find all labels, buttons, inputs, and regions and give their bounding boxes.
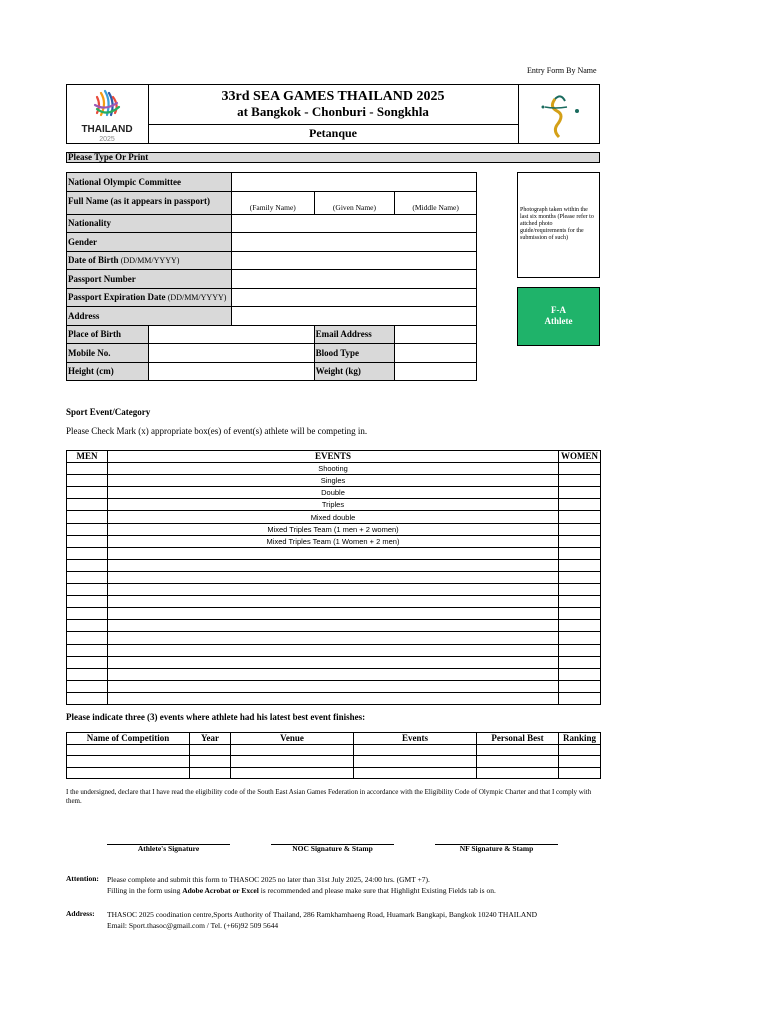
noc-field[interactable] [231, 173, 476, 192]
event-row [67, 608, 601, 620]
men-checkbox-cell[interactable] [67, 475, 108, 487]
passport-expiration-label: Passport Expiration Date (DD/MM/YYYY) [67, 288, 232, 307]
dob-field[interactable] [231, 251, 476, 270]
category-badge [517, 287, 600, 346]
best-table-cell[interactable] [67, 756, 190, 768]
best-table-header: Ranking [559, 733, 601, 745]
women-checkbox-cell[interactable] [559, 535, 601, 547]
men-checkbox-cell[interactable] [67, 499, 108, 511]
event-name [108, 608, 559, 620]
event-row [67, 511, 601, 523]
best-table-row [67, 767, 601, 779]
mascot-icon [518, 85, 600, 143]
nationality-field[interactable] [231, 214, 476, 233]
women-checkbox-cell[interactable] [559, 559, 601, 571]
men-checkbox-cell[interactable] [67, 547, 108, 559]
category-code: F-A [551, 305, 566, 315]
best-table-cell[interactable] [559, 744, 601, 756]
women-checkbox-cell[interactable] [559, 499, 601, 511]
weight-field[interactable] [395, 362, 477, 381]
passport-number-label: Passport Number [67, 270, 232, 289]
men-checkbox-cell[interactable] [67, 463, 108, 475]
best-table-row [67, 756, 601, 768]
event-name [108, 692, 559, 704]
women-checkbox-cell[interactable] [559, 692, 601, 704]
games-venues: at Bangkok - Chonburi - Songkhla [237, 104, 429, 119]
dob-label: Date of Birth (DD/MM/YYYY) [67, 251, 232, 270]
men-checkbox-cell[interactable] [67, 680, 108, 692]
event-row [67, 571, 601, 583]
best-table-cell[interactable] [354, 767, 477, 779]
women-checkbox-cell[interactable] [559, 571, 601, 583]
women-checkbox-cell[interactable] [559, 584, 601, 596]
best-finish-table [66, 732, 601, 779]
best-table-header: Personal Best [477, 733, 559, 745]
women-checkbox-cell[interactable] [559, 547, 601, 559]
women-checkbox-cell[interactable] [559, 656, 601, 668]
women-checkbox-cell[interactable] [559, 644, 601, 656]
men-checkbox-cell[interactable] [67, 596, 108, 608]
mobile-field[interactable] [148, 344, 314, 363]
men-checkbox-cell[interactable] [67, 571, 108, 583]
event-name [108, 620, 559, 632]
event-name: Shooting [108, 463, 559, 475]
event-row [67, 523, 601, 535]
men-checkbox-cell[interactable] [67, 559, 108, 571]
men-checkbox-cell[interactable] [67, 584, 108, 596]
event-row [67, 668, 601, 680]
sea-games-logo [67, 85, 149, 143]
event-name [108, 680, 559, 692]
event-name [108, 559, 559, 571]
event-name [108, 668, 559, 680]
best-table-cell[interactable] [67, 767, 190, 779]
event-row [67, 499, 601, 511]
women-checkbox-cell[interactable] [559, 596, 601, 608]
event-name [108, 584, 559, 596]
event-name: Singles [108, 475, 559, 487]
event-row [67, 680, 601, 692]
men-checkbox-cell[interactable] [67, 668, 108, 680]
best-table-cell[interactable] [231, 767, 354, 779]
address-block-label: Address: [66, 909, 95, 918]
event-row [67, 632, 601, 644]
women-checkbox-cell[interactable] [559, 632, 601, 644]
place-of-birth-label: Place of Birth [67, 325, 149, 344]
event-name [108, 571, 559, 583]
men-checkbox-cell[interactable] [67, 487, 108, 499]
men-checkbox-cell[interactable] [67, 511, 108, 523]
event-name: Double [108, 487, 559, 499]
event-name [108, 632, 559, 644]
attention-text: Please complete and submit this form to THASOC 2025 no later than 31st July 2025, 24:00 hrs. (GMT +7). Filling in the form using Adobe Acrobat or Excel is recommended and please make sure that Highlight Existing Fields tab is on. [107, 875, 496, 895]
best-table-header: Events [354, 733, 477, 745]
event-name: Mixed Triples Team (1 men + 2 women) [108, 523, 559, 535]
height-label: Height (cm) [67, 362, 149, 381]
photo-box[interactable]: Photograph taken within the last six months (Please refer to attched photo guide/requirements for the submission of such) [517, 172, 600, 278]
women-checkbox-cell[interactable] [559, 487, 601, 499]
best-table-header: Year [190, 733, 231, 745]
event-row [67, 596, 601, 608]
event-row [67, 463, 601, 475]
event-row [67, 547, 601, 559]
best-table-header: Name of Competition [67, 733, 190, 745]
event-row [67, 584, 601, 596]
event-name [108, 644, 559, 656]
men-checkbox-cell[interactable] [67, 620, 108, 632]
men-checkbox-cell[interactable] [67, 535, 108, 547]
category-type: Athlete [544, 316, 573, 326]
address-field[interactable] [231, 307, 476, 326]
women-checkbox-cell[interactable] [559, 620, 601, 632]
event-row [67, 487, 601, 499]
best-table-cell[interactable] [190, 756, 231, 768]
blood-type-label: Blood Type [314, 344, 395, 363]
entry-form-label: Entry Form By Name [527, 66, 597, 75]
declaration-text: I the undersigned, declare that I have read the eligibility code of the South East Asian Games Federation in accordance with the Eligibility Code of Olympic Charter and that I comply with them. [66, 788, 592, 805]
event-name: Triples [108, 499, 559, 511]
women-header: WOMEN [559, 451, 601, 463]
event-name [108, 547, 559, 559]
best-table-cell[interactable] [231, 744, 354, 756]
men-checkbox-cell[interactable] [67, 523, 108, 535]
given-name-field[interactable]: (Given Name) [314, 191, 395, 214]
gender-field[interactable] [231, 233, 476, 252]
height-field[interactable] [148, 362, 314, 381]
logo-year: 2025 [99, 136, 115, 143]
gender-label: Gender [67, 233, 232, 252]
event-name [108, 596, 559, 608]
family-name-field[interactable]: (Family Name) [231, 191, 314, 214]
address-label: Address [67, 307, 232, 326]
men-checkbox-cell[interactable] [67, 692, 108, 704]
sport-name: Petanque [309, 126, 357, 140]
noc-signature-label: NOC Signature & Stamp [292, 844, 373, 853]
women-checkbox-cell[interactable] [559, 463, 601, 475]
full-name-label: Full Name (as it appears in passport) [67, 191, 232, 214]
best-finish-title: Please indicate three (3) events where athlete had his latest best event finishes: [66, 712, 366, 722]
address-block-text: THASOC 2025 coodination centre,Sports Authority of Thailand, 286 Ramkhamhaeng Road, Huamark Bangkapi, Bangkok 10240 THAILAND Email: Sport.thasoc@gmail.com / Tel. (+66)92 509 5644 [107, 910, 538, 930]
passport-number-field[interactable] [231, 270, 476, 289]
best-table-cell[interactable] [190, 744, 231, 756]
best-table-cell[interactable] [477, 744, 559, 756]
form-header [66, 84, 600, 144]
event-name: Mixed double [108, 511, 559, 523]
men-checkbox-cell[interactable] [67, 632, 108, 644]
best-table-cell[interactable] [477, 756, 559, 768]
women-checkbox-cell[interactable] [559, 608, 601, 620]
email-field[interactable] [395, 325, 477, 344]
best-table-cell[interactable] [354, 756, 477, 768]
place-of-birth-field[interactable] [148, 325, 314, 344]
attention-label: Attention: [66, 874, 99, 883]
blood-type-field[interactable] [395, 344, 477, 363]
events-header: EVENTS [108, 451, 559, 463]
best-table-cell[interactable] [67, 744, 190, 756]
event-row [67, 692, 601, 704]
middle-name-field[interactable]: (Middle Name) [395, 191, 477, 214]
men-checkbox-cell[interactable] [67, 644, 108, 656]
event-name: Mixed Triples Team (1 Women + 2 men) [108, 535, 559, 547]
games-title: 33rd SEA GAMES THAILAND 2025 [221, 89, 445, 104]
weight-label: Weight (kg) [314, 362, 395, 381]
women-checkbox-cell[interactable] [559, 475, 601, 487]
best-table-cell[interactable] [559, 756, 601, 768]
best-table-cell[interactable] [354, 744, 477, 756]
email-label: Email Address [314, 325, 395, 344]
event-row [67, 656, 601, 668]
nationality-label: Nationality [67, 214, 232, 233]
best-table-row [67, 744, 601, 756]
best-table-cell[interactable] [559, 767, 601, 779]
event-row [67, 644, 601, 656]
event-row [67, 559, 601, 571]
athlete-signature-label: Athlete's Signature [137, 844, 200, 853]
best-table-header: Venue [231, 733, 354, 745]
event-name [108, 656, 559, 668]
noc-label: National Olympic Committee [67, 173, 232, 192]
type-or-print-bar: Please Type Or Print [66, 152, 600, 163]
nf-signature-label: NF Signature & Stamp [459, 844, 534, 853]
women-checkbox-cell[interactable] [559, 523, 601, 535]
events-table [66, 450, 601, 705]
personal-info-table [66, 172, 477, 381]
sport-event-title: Sport Event/Category [66, 407, 151, 417]
men-header: MEN [67, 451, 108, 463]
women-checkbox-cell[interactable] [559, 668, 601, 680]
logo-text: THAILAND [81, 124, 133, 135]
passport-expiration-field[interactable] [231, 288, 476, 307]
event-row [67, 620, 601, 632]
women-checkbox-cell[interactable] [559, 511, 601, 523]
best-table-cell[interactable] [231, 756, 354, 768]
best-table-cell[interactable] [190, 767, 231, 779]
mobile-label: Mobile No. [67, 344, 149, 363]
men-checkbox-cell[interactable] [67, 656, 108, 668]
check-instruction: Please Check Mark (x) appropriate box(es) of event(s) athlete will be competing in. [66, 426, 368, 436]
men-checkbox-cell[interactable] [67, 608, 108, 620]
best-table-cell[interactable] [477, 767, 559, 779]
women-checkbox-cell[interactable] [559, 680, 601, 692]
event-row [67, 475, 601, 487]
event-row [67, 535, 601, 547]
